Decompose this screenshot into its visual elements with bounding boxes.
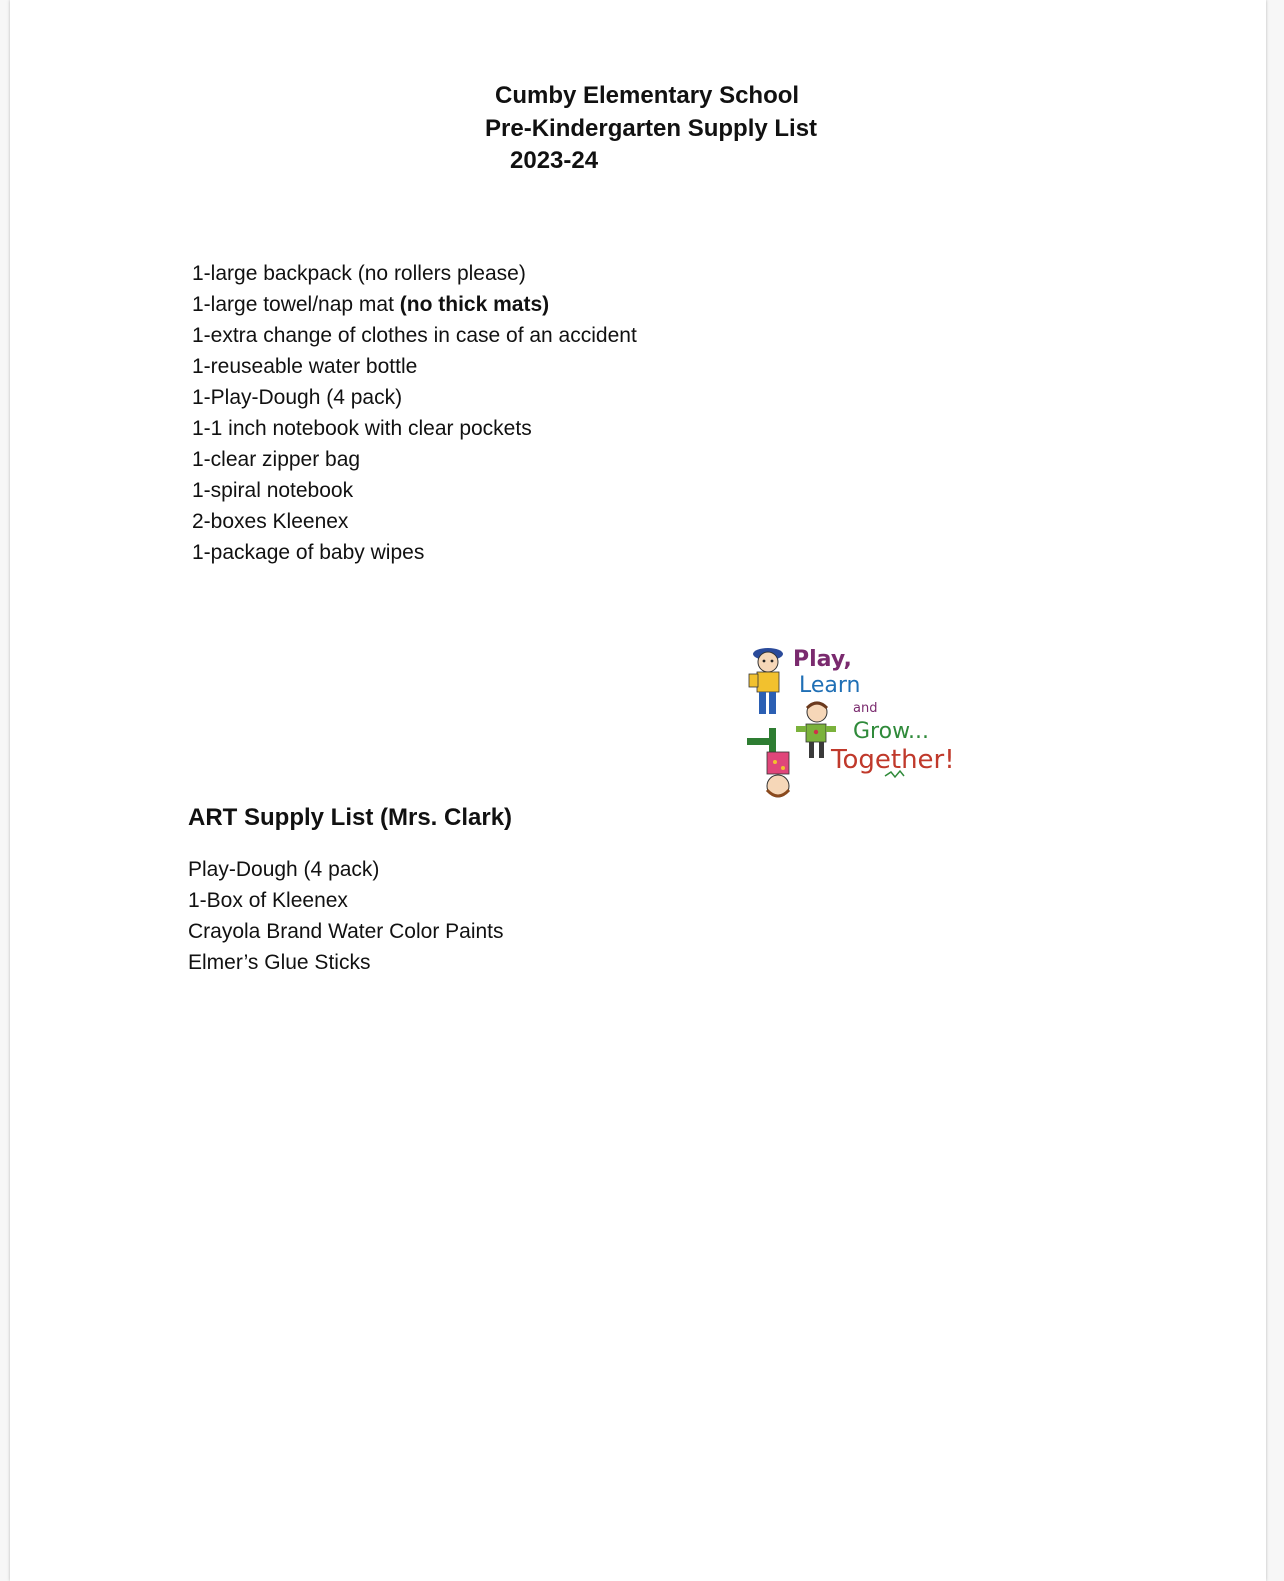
school-name: Cumby Elementary School: [495, 82, 800, 109]
document-page: [10, 0, 1266, 1581]
supply-item: 1-large towel/nap mat (no thick mats): [192, 293, 550, 316]
kid-boy-illustration: [749, 648, 783, 714]
supply-item: 1-clear zipper bag: [192, 448, 361, 471]
supply-item: 1-package of baby wipes: [192, 541, 425, 564]
supply-item: 1-Play-Dough (4 pack): [192, 386, 403, 409]
logo-text-grow: Grow...: [853, 719, 930, 744]
art-item: 1-Box of Kleenex: [188, 889, 348, 912]
supply-item-note: (no thick mats): [399, 293, 550, 316]
school-year: 2023-24: [510, 147, 599, 174]
supply-item: 1-extra change of clothes in case of an accident: [192, 324, 637, 347]
supply-item: 1-large backpack (no rollers please): [192, 262, 526, 285]
supply-item: 1-1 inch notebook with clear pockets: [192, 417, 532, 440]
art-item: Play-Dough (4 pack): [188, 858, 380, 881]
prek-supply-list: [192, 258, 637, 568]
supply-item: 1-spiral notebook: [192, 479, 354, 502]
supply-item: 2-boxes Kleenex: [192, 510, 349, 533]
list-title: Pre-Kindergarten Supply List: [485, 115, 818, 142]
logo-text-and: and: [853, 701, 878, 716]
art-supply-list: [188, 854, 504, 978]
logo-text-learn: Learn: [799, 673, 861, 698]
logo-text-play: Play,: [793, 647, 852, 672]
art-item: Elmer’s Glue Sticks: [188, 951, 371, 974]
play-learn-grow-logo: [735, 640, 960, 810]
kid-upside-down-illustration: [747, 728, 789, 797]
art-item: Crayola Brand Water Color Paints: [188, 920, 504, 943]
kid-girl-illustration: [796, 702, 836, 758]
logo-text-together: Together!: [831, 745, 955, 775]
art-heading: ART Supply List (Mrs. Clark): [188, 804, 513, 831]
supply-item: 1-reuseable water bottle: [192, 355, 418, 378]
